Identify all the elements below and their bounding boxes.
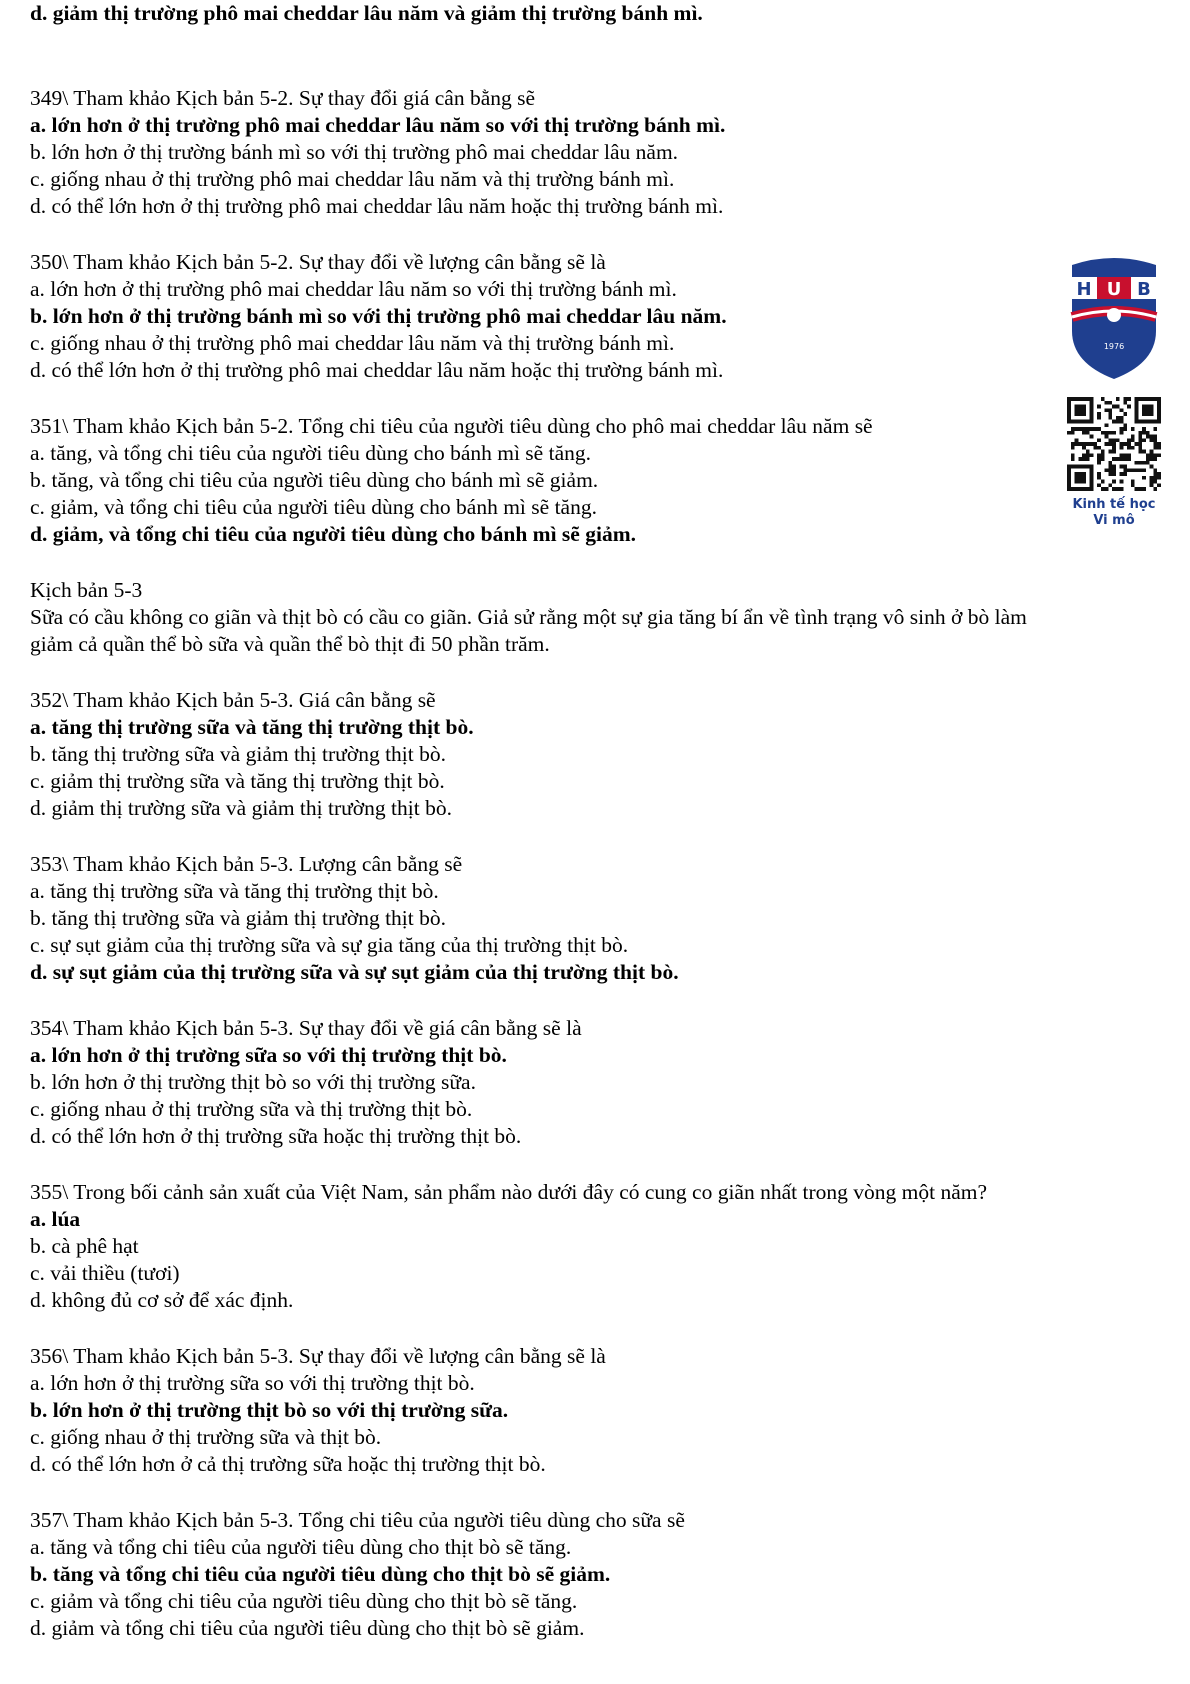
answer-line-correct: a. tăng thị trường sữa và tăng thị trường thịt bò.	[30, 715, 474, 739]
blank-line	[30, 384, 1180, 413]
text-line: 354\ Tham khảo Kịch bản 5-3. Sự thay đổi về giá cân bằng sẽ là	[30, 1016, 582, 1040]
text-line: a. lớn hơn ở thị trường sữa so với thị trường thịt bò.	[30, 1371, 475, 1395]
text-line: d. có thể lớn hơn ở thị trường sữa hoặc thị trường thịt bò.	[30, 1124, 522, 1148]
text-line: 356\ Tham khảo Kịch bản 5-3. Sự thay đổi về lượng cân bằng sẽ là	[30, 1344, 606, 1368]
blank-line	[30, 1150, 1180, 1179]
text-line: 355\ Trong bối cảnh sản xuất của Việt Nam, sản phẩm nào dưới đây có cung co giãn nhất trong vòng một năm?	[30, 1180, 988, 1204]
text-line: 353\ Tham khảo Kịch bản 5-3. Lượng cân bằng sẽ	[30, 852, 463, 876]
blank-line	[30, 986, 1180, 1015]
qr-code-icon	[1067, 397, 1161, 491]
text-line: b. lớn hơn ở thị trường thịt bò so với thị trường sữa.	[30, 1070, 476, 1094]
text-line: c. giống nhau ở thị trường phô mai cheddar lâu năm và thị trường bánh mì.	[30, 331, 675, 355]
text-line: b. tăng thị trường sữa và giảm thị trường thịt bò.	[30, 906, 446, 930]
text-line: b. tăng, và tổng chi tiêu của người tiêu dùng cho bánh mì sẽ giảm.	[30, 468, 599, 492]
brand-line-2: Vi mô	[1093, 513, 1135, 528]
text-line: c. vải thiều (tươi)	[30, 1261, 180, 1285]
text-line: d. giảm thị trường sữa và giảm thị trường thịt bò.	[30, 796, 452, 820]
text-line: d. có thể lớn hơn ở thị trường phô mai cheddar lâu năm hoặc thị trường bánh mì.	[30, 194, 724, 218]
text-line: c. giảm, và tổng chi tiêu của người tiêu dùng cho bánh mì sẽ tăng.	[30, 495, 597, 519]
text-line: Sữa có cầu không co giãn và thịt bò có cầu co giãn. Giả sử rằng một sự gia tăng bí ẩn về tình trạng vô sinh ở bò làm	[30, 605, 1027, 629]
answer-line-correct: b. lớn hơn ở thị trường thịt bò so với thị trường sữa.	[30, 1398, 509, 1422]
text-line: 352\ Tham khảo Kịch bản 5-3. Giá cân bằng sẽ	[30, 688, 436, 712]
text-line: giảm cả quần thể bò sữa và quần thể bò thịt đi 50 phần trăm.	[30, 632, 550, 656]
blank-line	[30, 548, 1180, 577]
text-line: c. sự sụt giảm của thị trường sữa và sự gia tăng của thị trường thịt bò.	[30, 933, 629, 957]
sidebar-branding	[1066, 255, 1162, 529]
text-line: 351\ Tham khảo Kịch bản 5-2. Tổng chi tiêu của người tiêu dùng cho phô mai cheddar lâu năm sẽ	[30, 414, 873, 438]
text-line: a. tăng thị trường sữa và tăng thị trường thịt bò.	[30, 879, 439, 903]
logo-letter-u: U	[1106, 279, 1122, 300]
answer-line-correct: a. lớn hơn ở thị trường phô mai cheddar lâu năm so với thị trường bánh mì.	[30, 113, 726, 137]
text-line: c. giảm và tổng chi tiêu của người tiêu dùng cho thịt bò sẽ tăng.	[30, 1589, 578, 1613]
answer-line-correct: a. lớn hơn ở thị trường sữa so với thị trường thịt bò.	[30, 1043, 507, 1067]
answer-line-correct: d. giảm thị trường phô mai cheddar lâu năm và giảm thị trường bánh mì.	[30, 1, 703, 25]
text-line: a. tăng và tổng chi tiêu của người tiêu dùng cho thịt bò sẽ tăng.	[30, 1535, 572, 1559]
blank-line	[30, 658, 1180, 687]
blank-line	[30, 27, 1180, 56]
blank-line	[30, 822, 1180, 851]
hub-logo	[1066, 255, 1162, 381]
logo-letter-h: H	[1076, 279, 1092, 300]
logo-letter-b: B	[1137, 279, 1151, 300]
text-line: b. cà phê hạt	[30, 1234, 139, 1258]
brand-text	[1066, 497, 1162, 529]
text-line: c. giảm thị trường sữa và tăng thị trường thịt bò.	[30, 769, 445, 793]
text-line: d. giảm và tổng chi tiêu của người tiêu dùng cho thịt bò sẽ giảm.	[30, 1616, 585, 1640]
blank-line	[30, 1478, 1180, 1507]
blank-line	[30, 1314, 1180, 1343]
text-line: b. tăng thị trường sữa và giảm thị trường thịt bò.	[30, 742, 446, 766]
text-line: a. lớn hơn ở thị trường phô mai cheddar lâu năm so với thị trường bánh mì.	[30, 277, 677, 301]
answer-line-correct: b. tăng và tổng chi tiêu của người tiêu dùng cho thịt bò sẽ giảm.	[30, 1562, 611, 1586]
text-line: d. có thể lớn hơn ở cả thị trường sữa hoặc thị trường thịt bò.	[30, 1452, 546, 1476]
brand-line-1: Kinh tế học	[1072, 497, 1156, 512]
text-line: c. giống nhau ở thị trường sữa và thịt bò.	[30, 1425, 382, 1449]
blank-line	[30, 220, 1180, 249]
text-line: 357\ Tham khảo Kịch bản 5-3. Tổng chi tiêu của người tiêu dùng cho sữa sẽ	[30, 1508, 685, 1532]
text-line: b. lớn hơn ở thị trường bánh mì so với thị trường phô mai cheddar lâu năm.	[30, 140, 679, 164]
text-line: d. không đủ cơ sở để xác định.	[30, 1288, 294, 1312]
blank-line	[30, 56, 1180, 85]
text-line: a. tăng, và tổng chi tiêu của người tiêu dùng cho bánh mì sẽ tăng.	[30, 441, 591, 465]
answer-line-correct: b. lớn hơn ở thị trường bánh mì so với thị trường phô mai cheddar lâu năm.	[30, 304, 727, 328]
text-line: 349\ Tham khảo Kịch bản 5-2. Sự thay đổi giá cân bằng sẽ	[30, 86, 536, 110]
text-line: d. có thể lớn hơn ở thị trường phô mai cheddar lâu năm hoặc thị trường bánh mì.	[30, 358, 724, 382]
text-line: Kịch bản 5-3	[30, 578, 143, 602]
answer-line-correct: d. giảm, và tổng chi tiêu của người tiêu dùng cho bánh mì sẽ giảm.	[30, 522, 636, 546]
logo-year: 1976	[1103, 342, 1125, 351]
document-page	[30, 0, 1180, 1642]
answer-line-correct: d. sự sụt giảm của thị trường sữa và sự sụt giảm của thị trường thịt bò.	[30, 960, 679, 984]
text-line: c. giống nhau ở thị trường phô mai cheddar lâu năm và thị trường bánh mì.	[30, 167, 675, 191]
text-line: c. giống nhau ở thị trường sữa và thị trường thịt bò.	[30, 1097, 473, 1121]
text-line: 350\ Tham khảo Kịch bản 5-2. Sự thay đổi về lượng cân bằng sẽ là	[30, 250, 606, 274]
answer-line-correct: a. lúa	[30, 1207, 81, 1231]
